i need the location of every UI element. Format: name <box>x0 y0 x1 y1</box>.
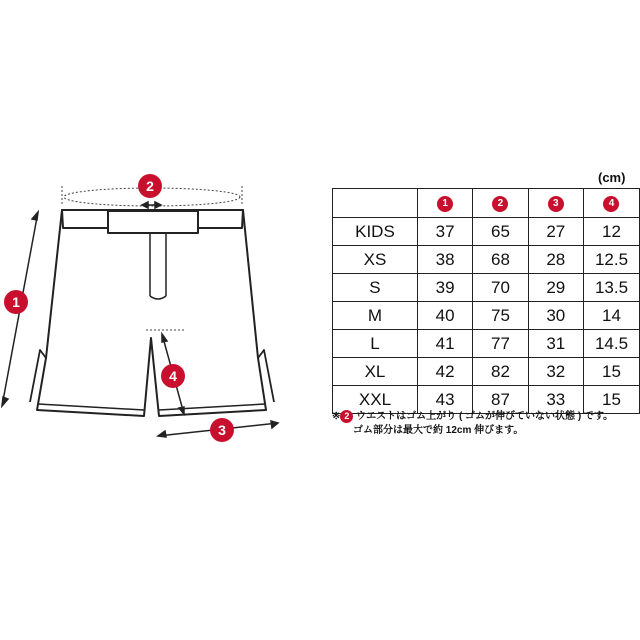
measurement-cell: 82 <box>473 358 528 386</box>
measurement-cell: 28 <box>528 246 583 274</box>
size-label: XS <box>333 246 418 274</box>
measurement-cell: 15 <box>583 358 639 386</box>
measurement-cell: 14.5 <box>583 330 639 358</box>
note-prefix: ※ <box>332 411 341 423</box>
table-row <box>333 274 640 302</box>
svg-text:1: 1 <box>12 294 20 310</box>
measurement-cell: 43 <box>417 386 472 414</box>
measurement-cell: 37 <box>417 218 472 246</box>
table-row <box>333 246 640 274</box>
note-marker-badge: 2 <box>340 410 353 423</box>
note-line-1 <box>332 410 613 424</box>
marker-4-badge: 4 <box>603 196 619 212</box>
note-text-2: ゴム部分は最大で約 12cm 伸びます。 <box>353 425 524 437</box>
size-label: S <box>333 274 418 302</box>
header-col-2 <box>473 189 528 218</box>
table-row <box>333 218 640 246</box>
header-col-4 <box>583 189 639 218</box>
measurement-cell: 29 <box>528 274 583 302</box>
waist-label-patch <box>108 211 198 233</box>
marker-2-badge: 2 <box>492 196 508 212</box>
measurement-cell: 77 <box>473 330 528 358</box>
measurement-cell: 40 <box>417 302 472 330</box>
svg-text:4: 4 <box>169 368 177 384</box>
measurement-cell: 31 <box>528 330 583 358</box>
shorts-diagram <box>0 0 330 460</box>
marker-3-badge: 3 <box>548 196 564 212</box>
unit-label: (cm) <box>598 170 626 185</box>
size-label: KIDS <box>333 218 418 246</box>
measurement-cell: 87 <box>473 386 528 414</box>
measurement-cell: 68 <box>473 246 528 274</box>
table-row <box>333 358 640 386</box>
measurement-cell: 30 <box>528 302 583 330</box>
table-row <box>333 330 640 358</box>
size-table <box>332 188 640 414</box>
measurement-cell: 75 <box>473 302 528 330</box>
measurement-cell: 42 <box>417 358 472 386</box>
size-label: M <box>333 302 418 330</box>
measurement-cell: 13.5 <box>583 274 639 302</box>
svg-text:3: 3 <box>218 422 226 438</box>
header-empty-cell <box>333 189 418 218</box>
table-row <box>333 302 640 330</box>
measurement-cell: 12.5 <box>583 246 639 274</box>
measurement-cell: 32 <box>528 358 583 386</box>
measurement-cell: 39 <box>417 274 472 302</box>
header-col-1 <box>417 189 472 218</box>
header-col-3 <box>528 189 583 218</box>
size-label: XXL <box>333 386 418 414</box>
svg-text:2: 2 <box>146 178 154 194</box>
measurement-cell: 33 <box>528 386 583 414</box>
table-header-row <box>333 189 640 218</box>
measurement-cell: 12 <box>583 218 639 246</box>
size-label: XL <box>333 358 418 386</box>
size-label: L <box>333 330 418 358</box>
note-text-1: ウエストはゴム上がり ( ゴムが伸びていない状態 ) です。 <box>356 411 614 423</box>
marker-1-badge: 1 <box>437 196 453 212</box>
measurement-cell: 27 <box>528 218 583 246</box>
waist-note <box>332 410 613 438</box>
measurement-cell: 14 <box>583 302 639 330</box>
measurement-cell: 38 <box>417 246 472 274</box>
measurement-cell: 70 <box>473 274 528 302</box>
shorts-outline <box>37 210 266 416</box>
measurement-cell: 41 <box>417 330 472 358</box>
measurement-cell: 15 <box>583 386 639 414</box>
measurement-cell: 65 <box>473 218 528 246</box>
